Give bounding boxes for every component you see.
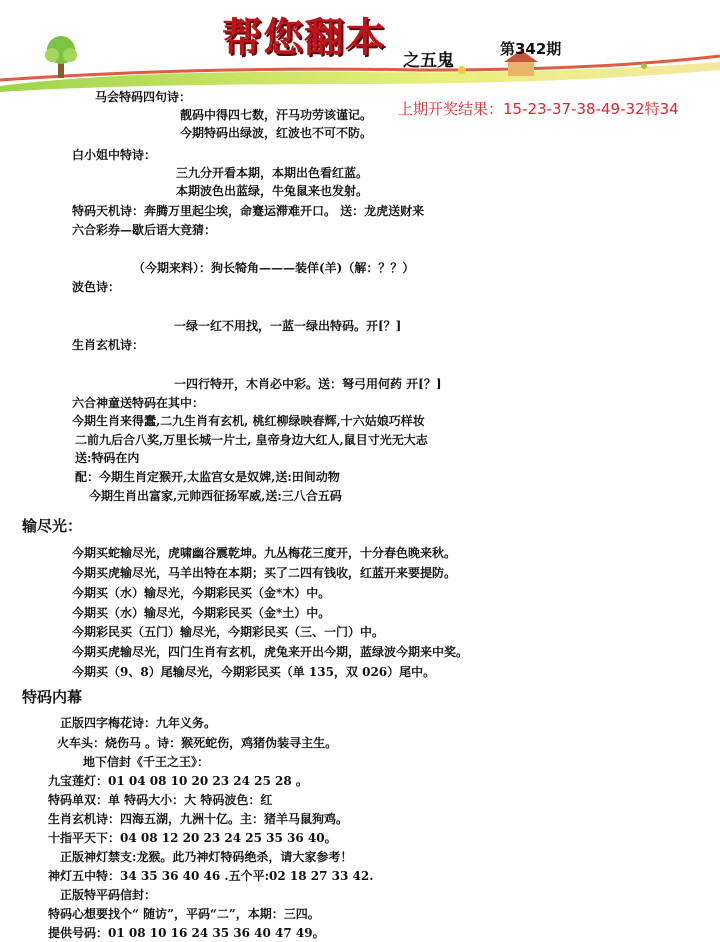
text-line: 正版神灯禁支:龙猴。此乃神灯特码绝杀，请大家参考！ bbox=[60, 850, 353, 864]
text-line: 生肖玄机诗：四海五湖，九洲十亿。主：猪羊马鼠狗鸡。 bbox=[48, 812, 349, 826]
text-line: 六合彩券—歇后语大竞猜： bbox=[72, 223, 217, 237]
text-line: 靓码中得四七数，汗马功劳该谨记。 bbox=[180, 108, 373, 122]
text-line: 今期买（水）输尽光，今期彩民买（金*土）中。 bbox=[72, 606, 331, 620]
page-title: 帮您翻本 bbox=[222, 15, 386, 61]
text-line: 地下信封《千王之王》： bbox=[83, 755, 210, 769]
text-line: 二前九后合八奖,万里长城一片土, 皇帝身边大红人,鼠目寸光无大志 bbox=[75, 433, 428, 447]
text-line: 今期生肖出富家,元帅西征扬军威,送:三八合五码 bbox=[89, 489, 342, 503]
text-line: 神灯五中特：34 35 36 40 46 .五个平:02 18 27 33 42. bbox=[48, 869, 374, 883]
text-line: 正版特平码信封： bbox=[60, 888, 157, 902]
text-line: 今期彩民买（五门）输尽光，今期彩民买（三、一门）中。 bbox=[72, 625, 385, 639]
text-line: 特码天机诗：奔腾万里起尘埃，命蹇运滞难开口。 送：龙虎送财来 bbox=[72, 204, 425, 218]
text-line: 今期特码出绿波，红波也不可不防。 bbox=[180, 126, 373, 140]
text-line: 本期波色出蓝绿，牛兔鼠来也发射。 bbox=[176, 184, 369, 198]
text-line: 今期买虎输尽光，马羊出特在本期；买了二四有钱收，红蓝开来要提防。 bbox=[72, 566, 457, 580]
text-line: 送:特码在内 bbox=[75, 451, 140, 465]
text-line: 白小姐中特诗： bbox=[72, 148, 157, 162]
text-line: 今期买（水）输尽光，今期彩民买（金*木）中。 bbox=[72, 586, 331, 600]
text-line: 生肖玄机诗： bbox=[72, 338, 145, 352]
section-heading: 特码内幕 bbox=[22, 688, 83, 706]
text-line: 一绿一红不用找，一蓝一绿出特码。开[？] bbox=[174, 319, 402, 333]
text-line: 配：今期生肖定猴开,太监宫女是奴婢,送:田间动物 bbox=[75, 470, 340, 484]
text-line: （今期来料）：狗长犄角———装佯(羊)（解：？？） bbox=[133, 261, 415, 275]
issue-number: 第342期 bbox=[500, 40, 562, 58]
text-line: 火车头：烧伤马 。诗：猴死蛇伤，鸡猪伪装寻主生。 bbox=[57, 736, 338, 750]
text-line: 今期买虎输尽光，四门生肖有玄机，虎兔来开出今期，蓝绿波今期来中奖。 bbox=[72, 645, 469, 659]
text-line: 波色诗： bbox=[72, 280, 121, 294]
last-draw-result: 上期开奖结果：15-23-37-38-49-32特34 bbox=[398, 100, 679, 118]
text-line: 今期买（9、8）尾输尽光，今期彩民买（单 135，双 026）尾中。 bbox=[72, 665, 436, 679]
text-line: 特码单双：单 特码大小：大 特码波色：红 bbox=[48, 793, 273, 807]
text-line: 六合神童送特码在其中： bbox=[72, 396, 205, 410]
text-line: 九宝莲灯：01 04 08 10 20 23 24 25 28 。 bbox=[48, 774, 308, 788]
text-line: 正版四字梅花诗：九年义务。 bbox=[60, 716, 217, 730]
text-line: 一四行特开，木肖必中彩。送：弩弓用何药 开[？] bbox=[174, 377, 442, 391]
tree-icon bbox=[45, 36, 77, 78]
section-heading: 输尽光： bbox=[22, 517, 83, 535]
text-line: 马会特码四句诗： bbox=[95, 90, 192, 104]
text-line: 特码心想要找个“ 随访”，平码“二”，本期：三四。 bbox=[48, 907, 320, 921]
text-line: 三九分开看本期，本期出色看红蓝。 bbox=[176, 166, 369, 180]
text-line: 今期生肖来得蠢,二九生肖有玄机, 桃红柳绿映春辉,十六姑娘巧样妆 bbox=[72, 414, 425, 428]
text-line: 十指平天下：04 08 12 20 23 24 25 35 36 40。 bbox=[48, 831, 337, 845]
page-subtitle: 之五鬼 bbox=[403, 51, 454, 71]
text-line: 今期买蛇输尽光，虎啸幽谷震乾坤。九丛梅花三度开，十分春色晚来秋。 bbox=[72, 546, 457, 560]
text-line: 提供号码：01 08 10 16 24 35 36 40 47 49。 bbox=[48, 926, 325, 940]
